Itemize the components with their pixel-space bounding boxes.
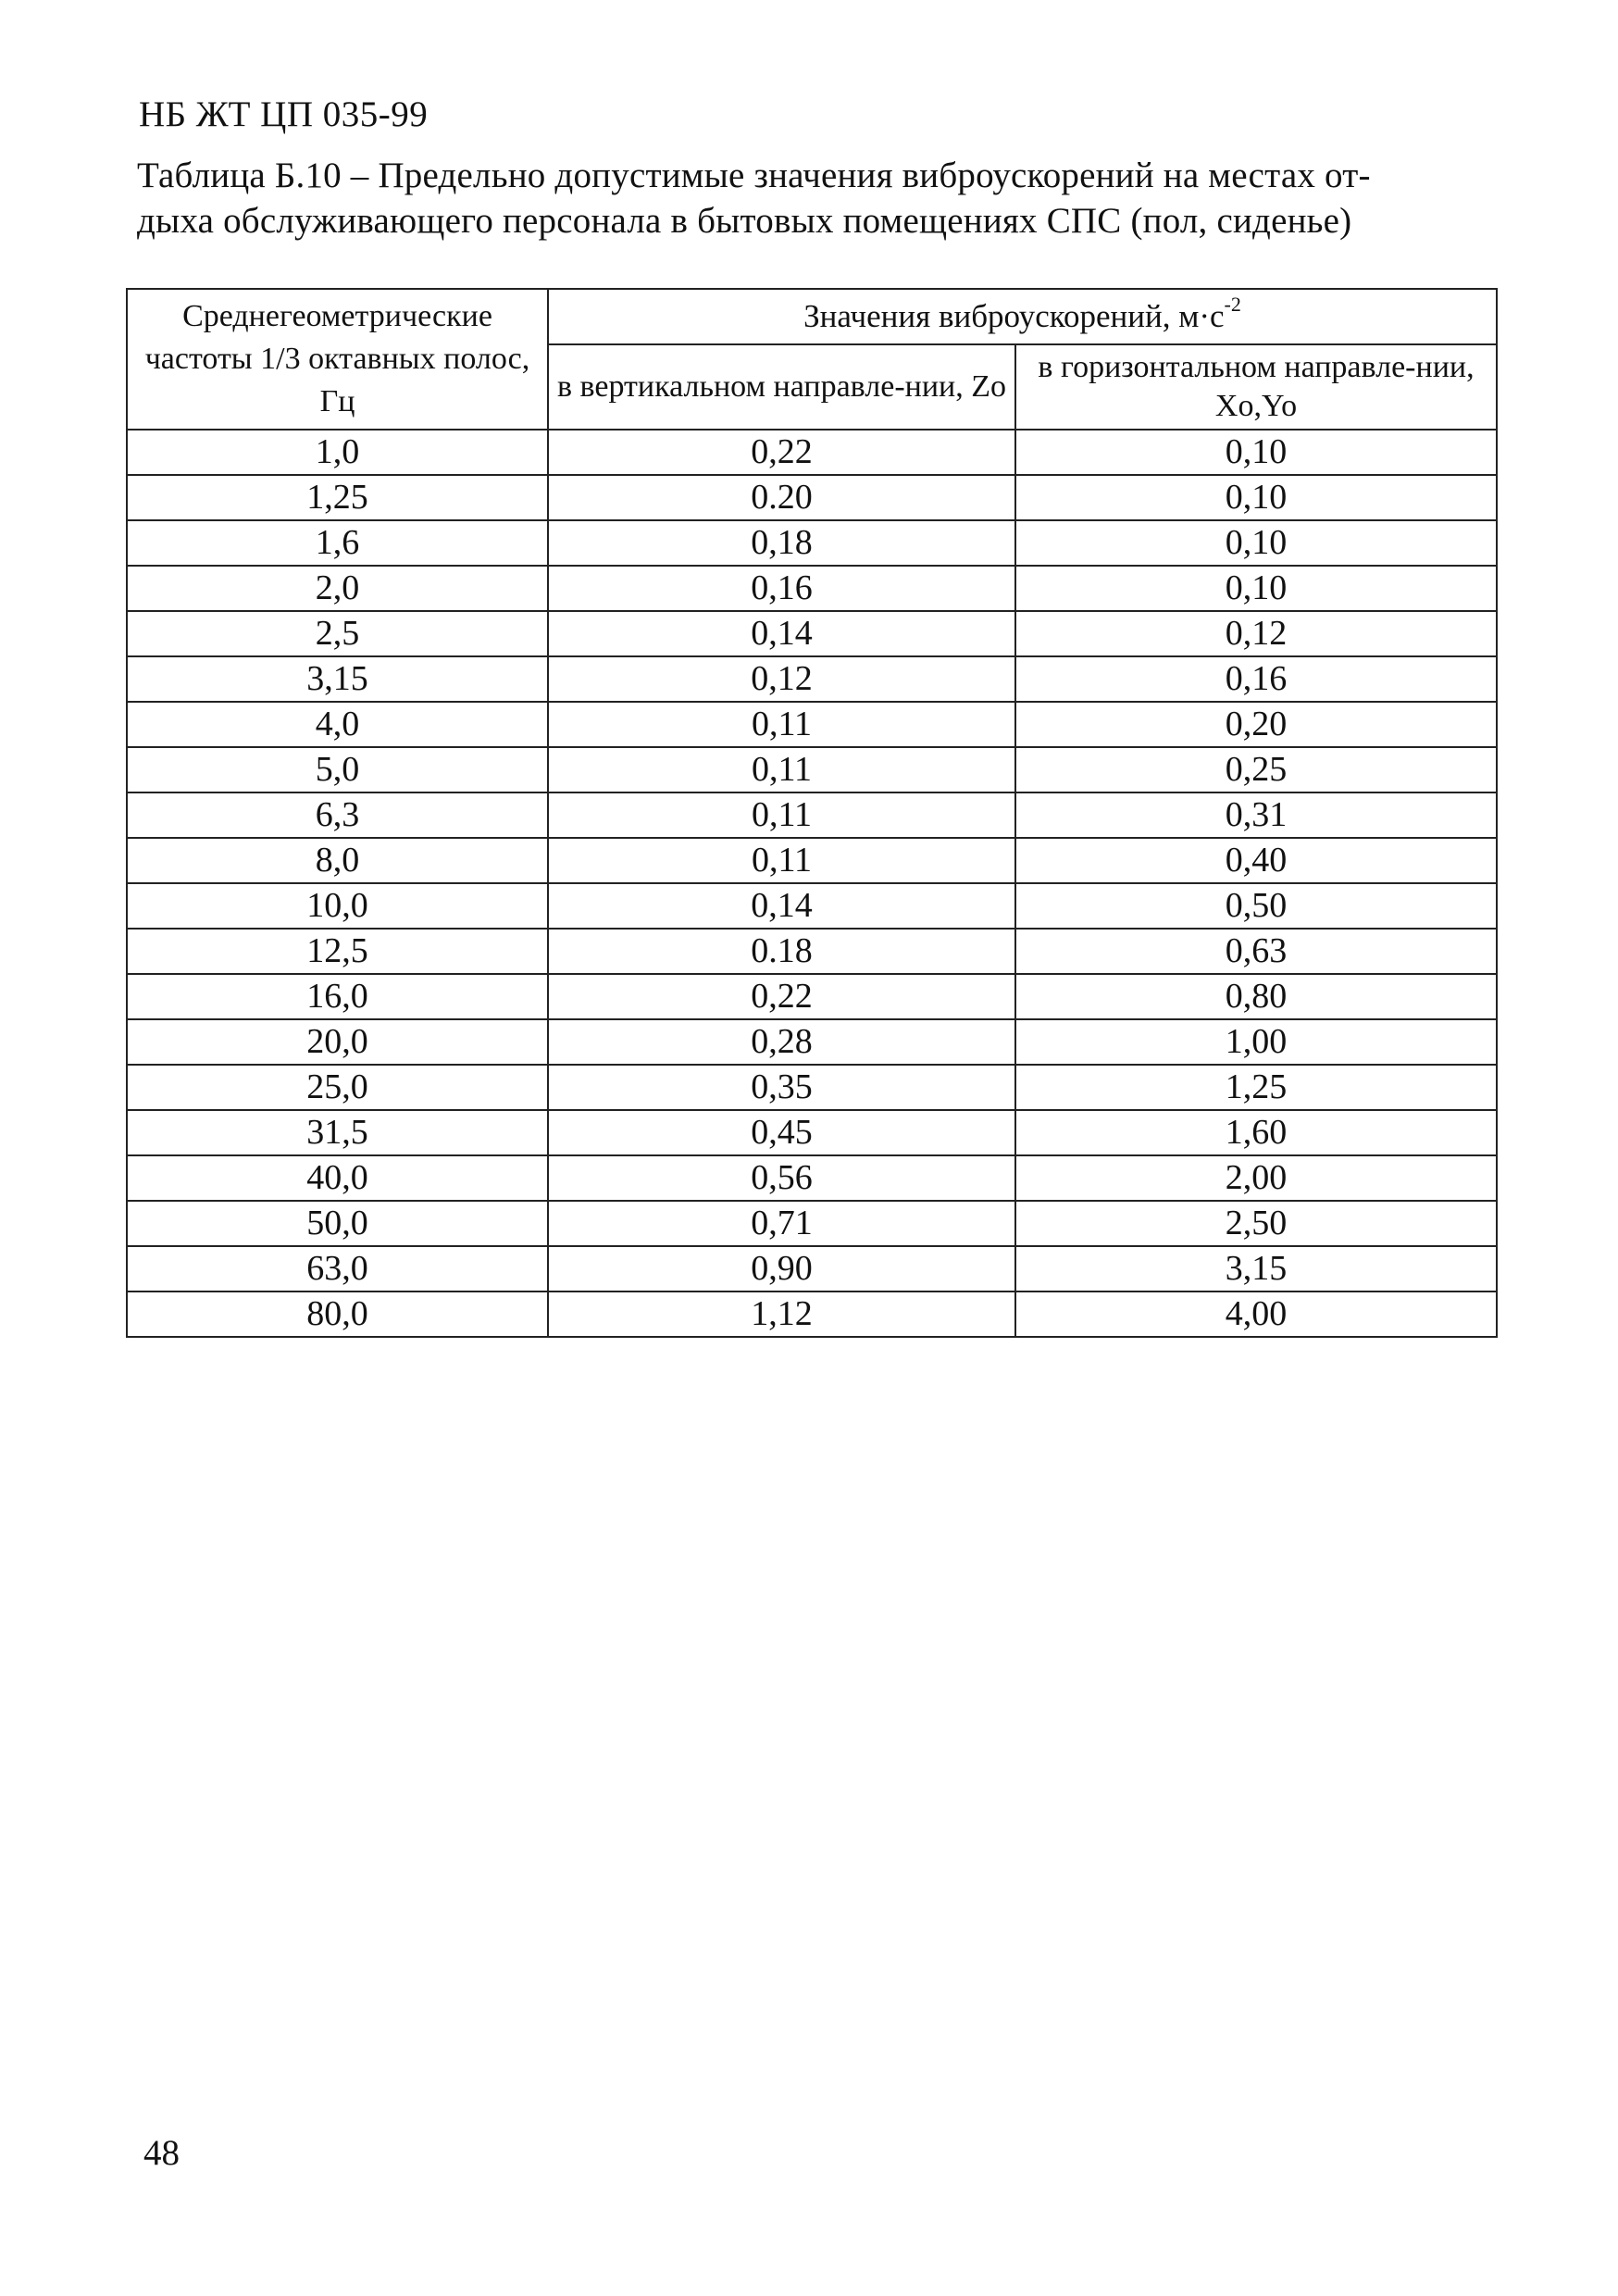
table-row: [127, 656, 1497, 702]
cell-horizontal: 0,20: [1015, 702, 1497, 747]
caption-line-2: дыха обслуживающего персонала в бытовых помещениях СПС (пол, сиденье): [137, 201, 1352, 241]
cell-vertical: 0,71: [548, 1201, 1015, 1246]
table-body: [127, 430, 1497, 1337]
table-row: [127, 1065, 1497, 1110]
cell-vertical: 0.20: [548, 475, 1015, 520]
cell-horizontal: 0,12: [1015, 611, 1497, 656]
cell-horizontal: 1,60: [1015, 1110, 1497, 1155]
cell-horizontal: 0,31: [1015, 792, 1497, 838]
cell-vertical: 0,12: [548, 656, 1015, 702]
column-header-frequency: Среднегеометрические частоты 1/3 октавных полос, Гц: [127, 289, 548, 430]
page-number: 48: [143, 2133, 180, 2173]
cell-frequency: 1,6: [127, 520, 548, 566]
cell-frequency: 16,0: [127, 974, 548, 1019]
caption-line-1: Таблица Б.10 – Предельно допустимые значения виброускорений на местах от-: [137, 156, 1371, 195]
cell-horizontal: 0,16: [1015, 656, 1497, 702]
cell-horizontal: 0,10: [1015, 566, 1497, 611]
table-row: [127, 838, 1497, 883]
table-row: [127, 1201, 1497, 1246]
cell-vertical: 0,11: [548, 792, 1015, 838]
table-row: [127, 430, 1497, 475]
cell-horizontal: 0,10: [1015, 430, 1497, 475]
cell-horizontal: 0,10: [1015, 475, 1497, 520]
cell-frequency: 1,0: [127, 430, 548, 475]
cell-horizontal: 0,50: [1015, 883, 1497, 929]
cell-vertical: 1,12: [548, 1292, 1015, 1337]
cell-vertical: 0,22: [548, 430, 1015, 475]
cell-horizontal: 0,25: [1015, 747, 1497, 792]
table-row: [127, 611, 1497, 656]
cell-vertical: 0,18: [548, 520, 1015, 566]
cell-vertical: 0,56: [548, 1155, 1015, 1201]
cell-horizontal: 0,63: [1015, 929, 1497, 974]
table-caption: [137, 153, 1498, 243]
table-row: [127, 883, 1497, 929]
cell-frequency: 40,0: [127, 1155, 548, 1201]
cell-frequency: 1,25: [127, 475, 548, 520]
table-row: [127, 1110, 1497, 1155]
cell-vertical: 0,22: [548, 974, 1015, 1019]
cell-vertical: 0,16: [548, 566, 1015, 611]
cell-frequency: 2,0: [127, 566, 548, 611]
cell-frequency: 2,5: [127, 611, 548, 656]
group-header-exponent: -2: [1224, 293, 1241, 317]
column-header-vertical: в вертикальном направле-нии, Zo: [548, 344, 1015, 430]
cell-frequency: 80,0: [127, 1292, 548, 1337]
table-row: [127, 792, 1497, 838]
cell-frequency: 4,0: [127, 702, 548, 747]
cell-frequency: 5,0: [127, 747, 548, 792]
column-header-horizontal: в горизонтальном направле-нии, Xo,Yo: [1015, 344, 1497, 430]
column-group-header: [548, 289, 1497, 344]
cell-vertical: 0,11: [548, 838, 1015, 883]
cell-horizontal: 2,50: [1015, 1201, 1497, 1246]
cell-horizontal: 0,40: [1015, 838, 1497, 883]
cell-horizontal: 4,00: [1015, 1292, 1497, 1337]
group-header-text: Значения виброускорений, м·с: [803, 298, 1225, 334]
cell-horizontal: 3,15: [1015, 1246, 1497, 1292]
table-row: [127, 566, 1497, 611]
table-row: [127, 974, 1497, 1019]
cell-frequency: 3,15: [127, 656, 548, 702]
cell-frequency: 50,0: [127, 1201, 548, 1246]
cell-frequency: 25,0: [127, 1065, 548, 1110]
table-row: [127, 520, 1497, 566]
table-row: [127, 929, 1497, 974]
table-row: [127, 1292, 1497, 1337]
cell-horizontal: 1,00: [1015, 1019, 1497, 1065]
cell-frequency: 63,0: [127, 1246, 548, 1292]
table-row: [127, 702, 1497, 747]
cell-horizontal: 0,10: [1015, 520, 1497, 566]
cell-horizontal: 2,00: [1015, 1155, 1497, 1201]
cell-vertical: 0,35: [548, 1065, 1015, 1110]
cell-vertical: 0,14: [548, 611, 1015, 656]
cell-frequency: 31,5: [127, 1110, 548, 1155]
table-row: [127, 1246, 1497, 1292]
cell-vertical: 0,45: [548, 1110, 1015, 1155]
cell-frequency: 12,5: [127, 929, 548, 974]
cell-horizontal: 1,25: [1015, 1065, 1497, 1110]
cell-frequency: 6,3: [127, 792, 548, 838]
cell-horizontal: 0,80: [1015, 974, 1497, 1019]
cell-vertical: 0,14: [548, 883, 1015, 929]
cell-vertical: 0,11: [548, 747, 1015, 792]
table-row: [127, 475, 1497, 520]
document-code: НБ ЖТ ЦП 035-99: [139, 94, 429, 134]
table-row: [127, 1019, 1497, 1065]
cell-frequency: 20,0: [127, 1019, 548, 1065]
cell-frequency: 10,0: [127, 883, 548, 929]
table-row: [127, 747, 1497, 792]
cell-vertical: 0.18: [548, 929, 1015, 974]
cell-vertical: 0,11: [548, 702, 1015, 747]
vibration-table: [126, 288, 1498, 1338]
cell-vertical: 0,90: [548, 1246, 1015, 1292]
cell-frequency: 8,0: [127, 838, 548, 883]
table-row: [127, 1155, 1497, 1201]
cell-vertical: 0,28: [548, 1019, 1015, 1065]
